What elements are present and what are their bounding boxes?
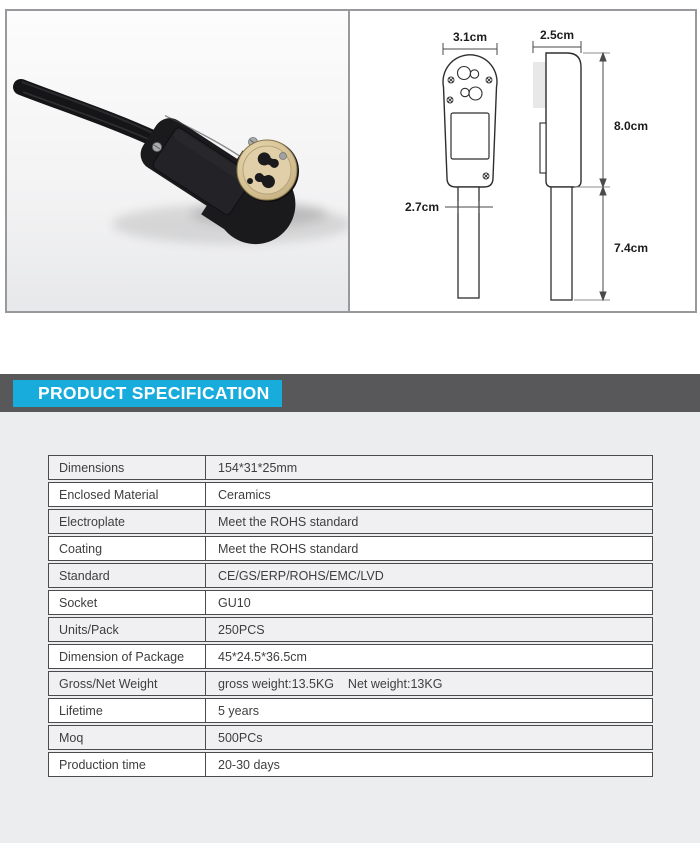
section-header-bar [0,374,700,412]
product-visuals-frame [5,9,697,313]
height-dimension-lines [600,53,606,300]
spec-label: Production time [49,753,206,776]
product-photo-panel [7,11,348,311]
spec-value: 154*31*25mm [218,460,298,475]
spec-value: GU10 [218,595,251,610]
spec-value: 45*24.5*36.5cm [218,649,307,664]
table-row [48,455,653,480]
stem-height-label: 7.4cm [614,241,649,255]
spec-value: Meet the ROHS standard [218,514,359,529]
spec-label: Dimension of Package [49,645,206,668]
table-row [48,563,653,588]
spec-value: 20-30 days [218,757,280,772]
spec-value: Meet the ROHS standard [218,541,359,556]
spec-value: 500PCs [218,730,263,745]
table-row [48,671,653,696]
spec-label: Standard [49,564,206,587]
front-width-label: 3.1cm [452,30,488,44]
table-row [48,536,653,561]
ceramic-screw [280,153,287,160]
spec-label: Dimensions [49,456,206,479]
spec-label: Moq [49,726,206,749]
spec-label: Socket [49,591,206,614]
spec-label: Coating [49,537,206,560]
table-row [48,482,653,507]
dimension-diagram [350,11,695,311]
dimension-diagram-panel [350,11,695,311]
side-view-outline [540,53,581,300]
spec-label: Units/Pack [49,618,206,641]
front-width-dimension [443,43,497,55]
spec-label: Enclosed Material [49,483,206,506]
ceramic-socket-face [237,140,299,202]
side-width-label: 2.5cm [539,28,575,42]
spec-value: CE/GS/ERP/ROHS/EMC/LVD [218,568,384,583]
spec-value: gross weight:13.5KG Net weight:13KG [218,676,443,691]
table-row [48,617,653,642]
table-row [48,752,653,777]
side-view-sticker [533,62,546,108]
table-row [48,725,653,750]
table-row [48,644,653,669]
table-row [48,590,653,615]
spec-value: 5 years [218,703,259,718]
side-width-dimension [533,41,581,53]
spec-value: 250PCS [218,622,265,637]
section-title: PRODUCT SPECIFICATION [13,380,282,407]
spec-label: Gross/Net Weight [49,672,206,695]
spec-label: Lifetime [49,699,206,722]
stem-width-label: 2.7cm [404,200,440,214]
body-height-label: 8.0cm [614,119,649,133]
spec-label: Electroplate [49,510,206,533]
product-photo-image [7,11,348,311]
spec-value: Ceramics [218,487,271,502]
table-row [48,509,653,534]
table-row [48,698,653,723]
spec-table [48,455,653,779]
spec-section [0,412,700,843]
